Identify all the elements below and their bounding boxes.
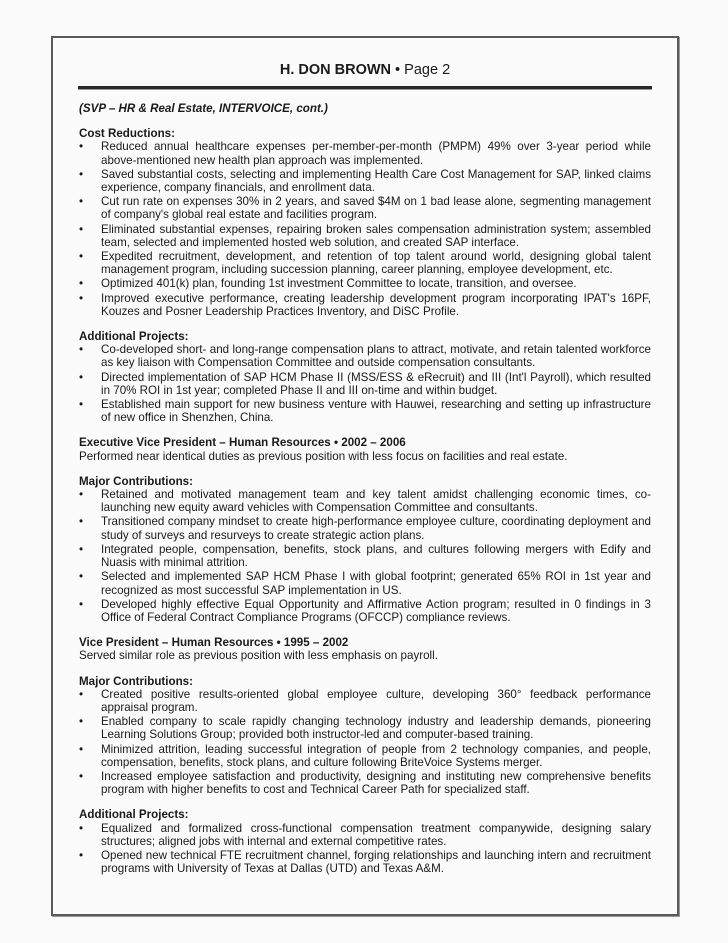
cost-reductions-list	[79, 140, 651, 318]
page-header	[53, 62, 677, 78]
vp-projects-heading: Additional Projects:	[79, 808, 189, 822]
header-rule	[78, 86, 652, 90]
list-item: • Integrated people, compensation, benefits, stock plans, and cultures following mergers with Edify and Nuasis with minimal attrition.	[79, 543, 651, 569]
evp-contributions-heading: Major Contributions:	[79, 474, 193, 488]
additional-projects-heading: Additional Projects:	[79, 330, 189, 344]
list-item: • Developed highly effective Equal Opportunity and Affirmative Action program; resulted in 0 findings in 3 Office of Federal Contract Compliance Programs (OFCCP) compliance reviews.	[79, 598, 651, 624]
cost-reductions-heading: Cost Reductions:	[79, 127, 175, 141]
continuation-note: (SVP – HR & Real Estate, INTERVOICE, cont.)	[79, 102, 328, 115]
list-item: • Co-developed short- and long-range compensation plans to attract, motivate, and retain talented workforce as key liaison with Compensation Committee and outside compensation consultants.	[79, 343, 651, 369]
list-item: • Retained and motivated management team and key talent amidst challenging economic times, co-launching new equity award vehicles with Compensation Committee and consultants.	[79, 488, 651, 514]
list-item: • Minimized attrition, leading successful integration of people from 2 technology companies, and people, compensation, benefits, stock plans, and culture following BriteVoice Systems merger.	[79, 743, 651, 769]
list-item: • Opened new technical FTE recruitment channel, forging relationships and launching intern and recruitment programs with University of Texas at Dallas (UTD) and Texas A&M.	[79, 849, 651, 875]
list-item: • Expedited recruitment, development, and retention of top talent around world, designing global talent management program, including succession planning, career planning, employee development, etc.	[79, 250, 651, 276]
page-number: Page 2	[404, 62, 451, 78]
list-item: • Selected and implemented SAP HCM Phase I with global footprint; generated 65% ROI in 1st year and recognized as most successful SAP implementation in US.	[79, 570, 651, 596]
vp-projects-list	[79, 822, 651, 876]
list-item: • Directed implementation of SAP HCM Phase II (MSS/ESS & eRecruit) and III (Int'l Payroll), which resulted in 70% ROI in 1st year; completed Phase II and III on-time and within budget.	[79, 371, 651, 397]
list-item: • Reduced annual healthcare expenses per-member-per-month (PMPM) 49% over 3-year period while above-mentioned new health plan approach was implemented.	[79, 140, 651, 166]
list-item: • Created positive results-oriented global employee culture, developing 360° feedback performance appraisal program.	[79, 688, 651, 714]
list-item: • Cut run rate on expenses 30% in 2 years, and saved $4M on 1 bad lease alone, segmenting management of company's global real estate and facilities program.	[79, 195, 651, 221]
list-item: • Improved executive performance, creating leadership development program incorporating IPAT's 16PF, Kouzes and Posner Leadership Practices Inventory, and DiSC Profile.	[79, 292, 651, 318]
list-item: • Increased employee satisfaction and productivity, designing and instituting new comprehensive benefits program with higher benefits to cost and Technical Career Path for specialized staff.	[79, 770, 651, 796]
vp-role-summary: Served similar role as previous position with less emphasis on payroll.	[79, 649, 438, 663]
evp-role-summary: Performed near identical duties as previous position with less focus on facilities and real estate.	[79, 449, 568, 463]
candidate-name: H. DON BROWN	[279, 62, 392, 78]
list-item: • Transitioned company mindset to create high-performance employee culture, coordinating deployment and study of surveys and resurveys to create strategic action plans.	[79, 515, 651, 541]
list-item: • Saved substantial costs, selecting and implementing Health Care Cost Management for SAP, linked claims experience, company financials, and enrollment data.	[79, 168, 651, 194]
list-item: • Enabled company to scale rapidly changing technology industry and leadership demands, pioneering Learning Solutions Group; provided both instructor-led and computer-based training.	[79, 715, 651, 741]
list-item: • Eliminated substantial expenses, repairing broken sales compensation administration system; assembled team, selected and implemented hosted web solution, and created SAP interface.	[79, 223, 651, 249]
evp-role-title: Executive Vice President – Human Resources • 2002 – 2006	[79, 436, 406, 450]
vp-contributions-heading: Major Contributions:	[79, 674, 193, 688]
resume-page	[51, 36, 679, 916]
evp-contributions-list	[79, 488, 651, 624]
vp-role-title: Vice President – Human Resources • 1995 – 2002	[79, 636, 349, 650]
list-item: • Optimized 401(k) plan, founding 1st investment Committee to locate, transition, and oversee.	[79, 277, 651, 290]
list-item: • Established main support for new business venture with Hauwei, researching and setting up infrastructure of new office in Shenzhen, China.	[79, 398, 651, 424]
list-item: • Equalized and formalized cross-functional compensation treatment companywide, designing salary structures; aligned jobs with internal and external competitive rates.	[79, 822, 651, 848]
resume-content	[79, 102, 651, 887]
vp-contributions-list	[79, 688, 651, 797]
header-separator: •	[391, 62, 405, 78]
additional-projects-list	[79, 343, 651, 424]
